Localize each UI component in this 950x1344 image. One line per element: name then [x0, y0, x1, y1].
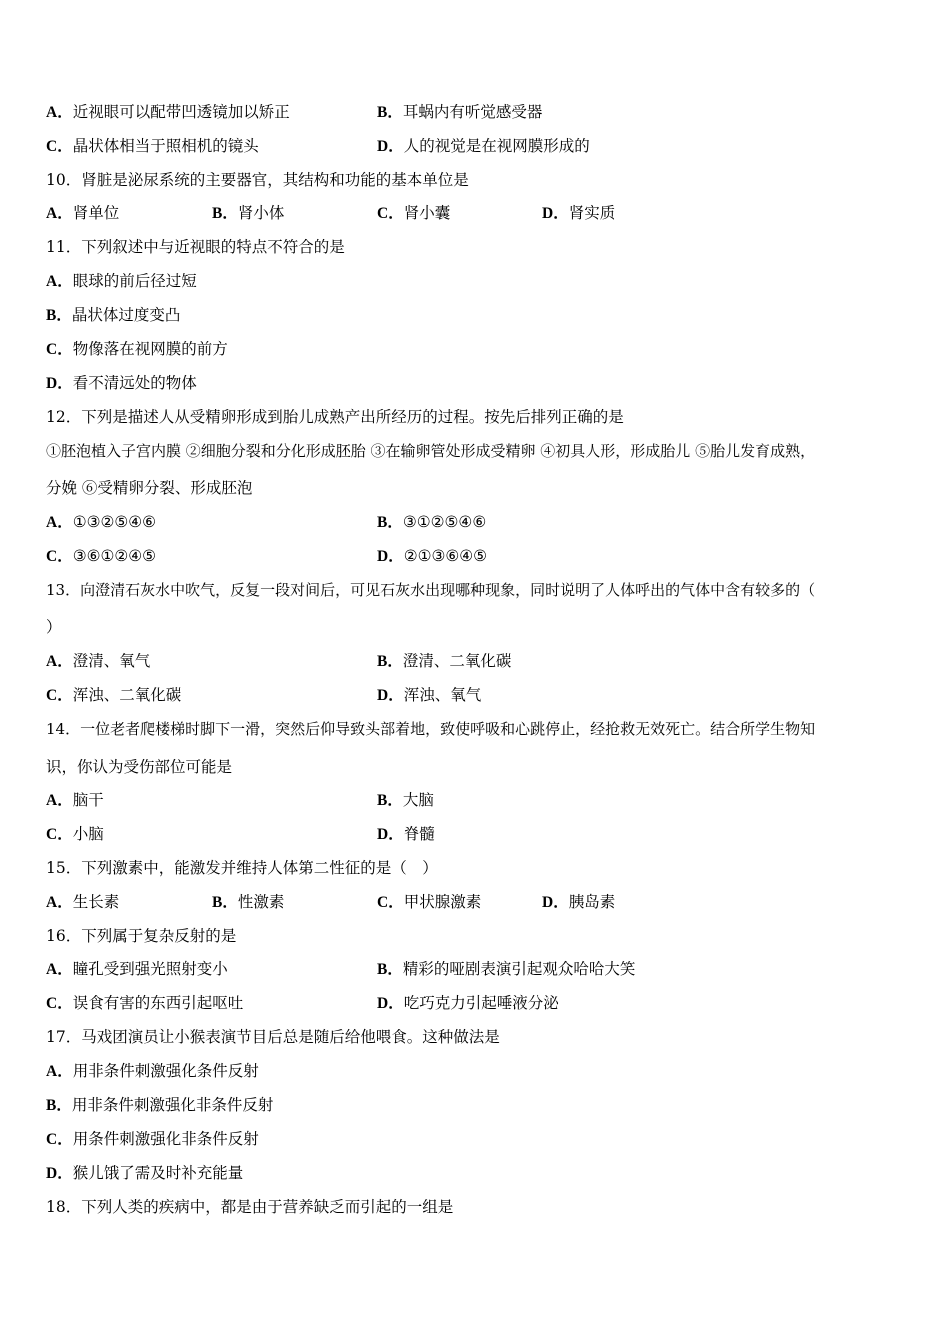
q10-option-d — [542, 203, 615, 224]
q9-option-d — [377, 136, 590, 157]
q13-option-a — [46, 651, 150, 672]
option-text: ①③②⑤④⑥ — [72, 513, 157, 531]
q17-option-d — [46, 1163, 243, 1184]
option-label: D． — [377, 138, 404, 155]
option-text: 性激素 — [237, 893, 285, 911]
option-label: D． — [46, 1165, 73, 1182]
q12-option-d — [377, 546, 487, 567]
q16-stem: 16．下列属于复杂反射的是 — [46, 927, 237, 945]
q18-stem: 18．下列人类的疾病中，都是由于营养缺乏而引起的一组是 — [46, 1198, 454, 1216]
option-text: 耳蜗内有听觉感受器 — [402, 103, 543, 121]
q10-option-a — [46, 203, 119, 224]
option-label: D． — [377, 548, 404, 565]
q14-option-b — [377, 790, 434, 811]
q17-option-b — [46, 1095, 273, 1116]
option-text: 肾单位 — [72, 204, 120, 222]
option-text: 猴儿饿了需及时补充能量 — [72, 1164, 244, 1182]
option-text: 小脑 — [72, 825, 104, 843]
option-label: B． — [377, 961, 403, 978]
q11-option-c — [46, 339, 228, 360]
option-label: C． — [46, 995, 73, 1012]
option-label: B． — [377, 104, 403, 121]
option-text: 看不清远处的物体 — [72, 374, 197, 392]
q11-option-d — [46, 373, 197, 394]
option-text: 大脑 — [402, 791, 434, 809]
q17-stem: 17．马戏团演员让小猴表演节目后总是随后给他喂食。这种做法是 — [46, 1028, 500, 1046]
option-label: C． — [46, 341, 73, 358]
option-text: 晶状体相当于照相机的镜头 — [72, 137, 259, 155]
option-label: D． — [542, 205, 569, 222]
q17-option-c — [46, 1129, 259, 1150]
q17-option-a — [46, 1061, 259, 1082]
q13-option-d — [377, 685, 481, 706]
q11-option-b — [46, 305, 180, 326]
option-text: 浑浊、氧气 — [403, 686, 482, 704]
option-label: C． — [46, 687, 73, 704]
option-text: ③⑥①②④⑤ — [72, 547, 157, 565]
option-text: ②①③⑥④⑤ — [403, 547, 488, 565]
q15-stem: 15．下列激素中，能激发并维持人体第二性征的是（ ） — [46, 859, 438, 877]
q14-option-a — [46, 790, 104, 811]
q15-option-c — [377, 892, 481, 913]
q11-stem: 11．下列叙述中与近视眼的特点不符合的是 — [46, 238, 345, 256]
option-label: C． — [46, 548, 73, 565]
q14-option-d — [377, 824, 435, 845]
q9-option-a — [46, 102, 290, 123]
q16-option-a — [46, 959, 228, 980]
option-text: 物像落在视网膜的前方 — [72, 340, 228, 358]
option-label: B． — [212, 894, 238, 911]
option-text: 浑浊、二氧化碳 — [72, 686, 182, 704]
q15-option-b — [212, 892, 284, 913]
q9-option-b — [377, 102, 542, 123]
option-label: C． — [46, 826, 73, 843]
option-text: ③①②⑤④⑥ — [402, 513, 487, 531]
option-text: 吃巧克力引起唾液分泌 — [403, 994, 559, 1012]
option-text: 用条件刺激强化非条件反射 — [72, 1130, 259, 1148]
q12-stem: 12．下列是描述人从受精卵形成到胎儿成熟产出所经历的过程。按先后排列正确的是 — [46, 408, 624, 426]
option-text: 甲状腺激素 — [403, 893, 482, 911]
option-text: 肾实质 — [568, 204, 616, 222]
q13-stem: 13．向澄清石灰水中吹气，反复一段对间后，可见石灰水出现哪种现象，同时说明了人体呼出的气体中含有较多的（ — [46, 581, 816, 599]
q12-option-b — [377, 512, 486, 533]
option-label: A． — [46, 1063, 73, 1080]
option-label: A． — [46, 792, 73, 809]
option-text: 精彩的哑剧表演引起观众哈哈大笑 — [402, 960, 636, 978]
q10-option-b — [212, 203, 284, 224]
q12-stem-line3: 分娩 ⑥受精卵分裂、形成胚泡 — [46, 479, 253, 497]
q15-option-d — [542, 892, 615, 913]
q10-stem: 10．肾脏是泌尿系统的主要器官，其结构和功能的基本单位是 — [46, 171, 469, 189]
option-label: D． — [377, 826, 404, 843]
option-text: 脊髓 — [403, 825, 435, 843]
option-text: 澄清、二氧化碳 — [402, 652, 512, 670]
option-text: 瞳孔受到强光照射变小 — [72, 960, 228, 978]
option-label: B． — [377, 653, 403, 670]
option-label: B． — [46, 307, 72, 324]
option-label: A． — [46, 104, 73, 121]
option-text: 误食有害的东西引起呕吐 — [72, 994, 244, 1012]
option-label: A． — [46, 894, 73, 911]
option-label: A． — [46, 653, 73, 670]
option-text: 胰岛素 — [568, 893, 616, 911]
option-text: 眼球的前后径过短 — [72, 272, 197, 290]
q10-option-c — [377, 203, 450, 224]
option-text: 肾小体 — [237, 204, 285, 222]
q11-option-a — [46, 271, 197, 292]
q12-option-a — [46, 512, 156, 533]
option-text: 用非条件刺激强化条件反射 — [72, 1062, 259, 1080]
option-label: B． — [377, 514, 403, 531]
option-label: B． — [46, 1097, 72, 1114]
q16-option-c — [46, 993, 243, 1014]
option-label: C． — [377, 205, 404, 222]
option-label: C． — [46, 1131, 73, 1148]
q16-option-b — [377, 959, 635, 980]
option-label: B． — [212, 205, 238, 222]
option-label: A． — [46, 205, 73, 222]
option-label: D． — [377, 995, 404, 1012]
option-text: 肾小囊 — [403, 204, 451, 222]
q13-option-b — [377, 651, 511, 672]
option-text: 脑干 — [72, 791, 104, 809]
q14-stem-line2: 识，你认为受伤部位可能是 — [46, 758, 233, 776]
option-text: 人的视觉是在视网膜形成的 — [403, 137, 590, 155]
option-text: 澄清、氧气 — [72, 652, 151, 670]
option-label: C． — [377, 894, 404, 911]
q14-stem: 14．一位老者爬楼梯时脚下一滑，突然后仰导致头部着地，致使呼吸和心跳停止，经抢救无效死亡。结合所学生物知 — [46, 720, 816, 738]
q9-option-c — [46, 136, 259, 157]
option-label: A． — [46, 514, 73, 531]
option-text: 生长素 — [72, 893, 120, 911]
q13-option-c — [46, 685, 181, 706]
q13-stem-line2: ） — [46, 618, 62, 636]
option-label: A． — [46, 961, 73, 978]
q14-option-c — [46, 824, 104, 845]
option-label: D． — [377, 687, 404, 704]
option-label: D． — [542, 894, 569, 911]
option-text: 晶状体过度变凸 — [71, 306, 181, 324]
option-label: B． — [377, 792, 403, 809]
option-text: 用非条件刺激强化非条件反射 — [71, 1096, 274, 1114]
option-text: 近视眼可以配带凹透镜加以矫正 — [72, 103, 290, 121]
option-label: C． — [46, 138, 73, 155]
option-label: A． — [46, 273, 73, 290]
q15-option-a — [46, 892, 119, 913]
q16-option-d — [377, 993, 559, 1014]
option-label: D． — [46, 375, 73, 392]
q12-option-c — [46, 546, 156, 567]
q12-stem-line2: ①胚泡植入子宫内膜 ②细胞分裂和分化形成胚胎 ③在输卵管处形成受精卵 ④初具人形，形成胎儿 ⑤胎儿发育成熟， — [46, 442, 816, 460]
